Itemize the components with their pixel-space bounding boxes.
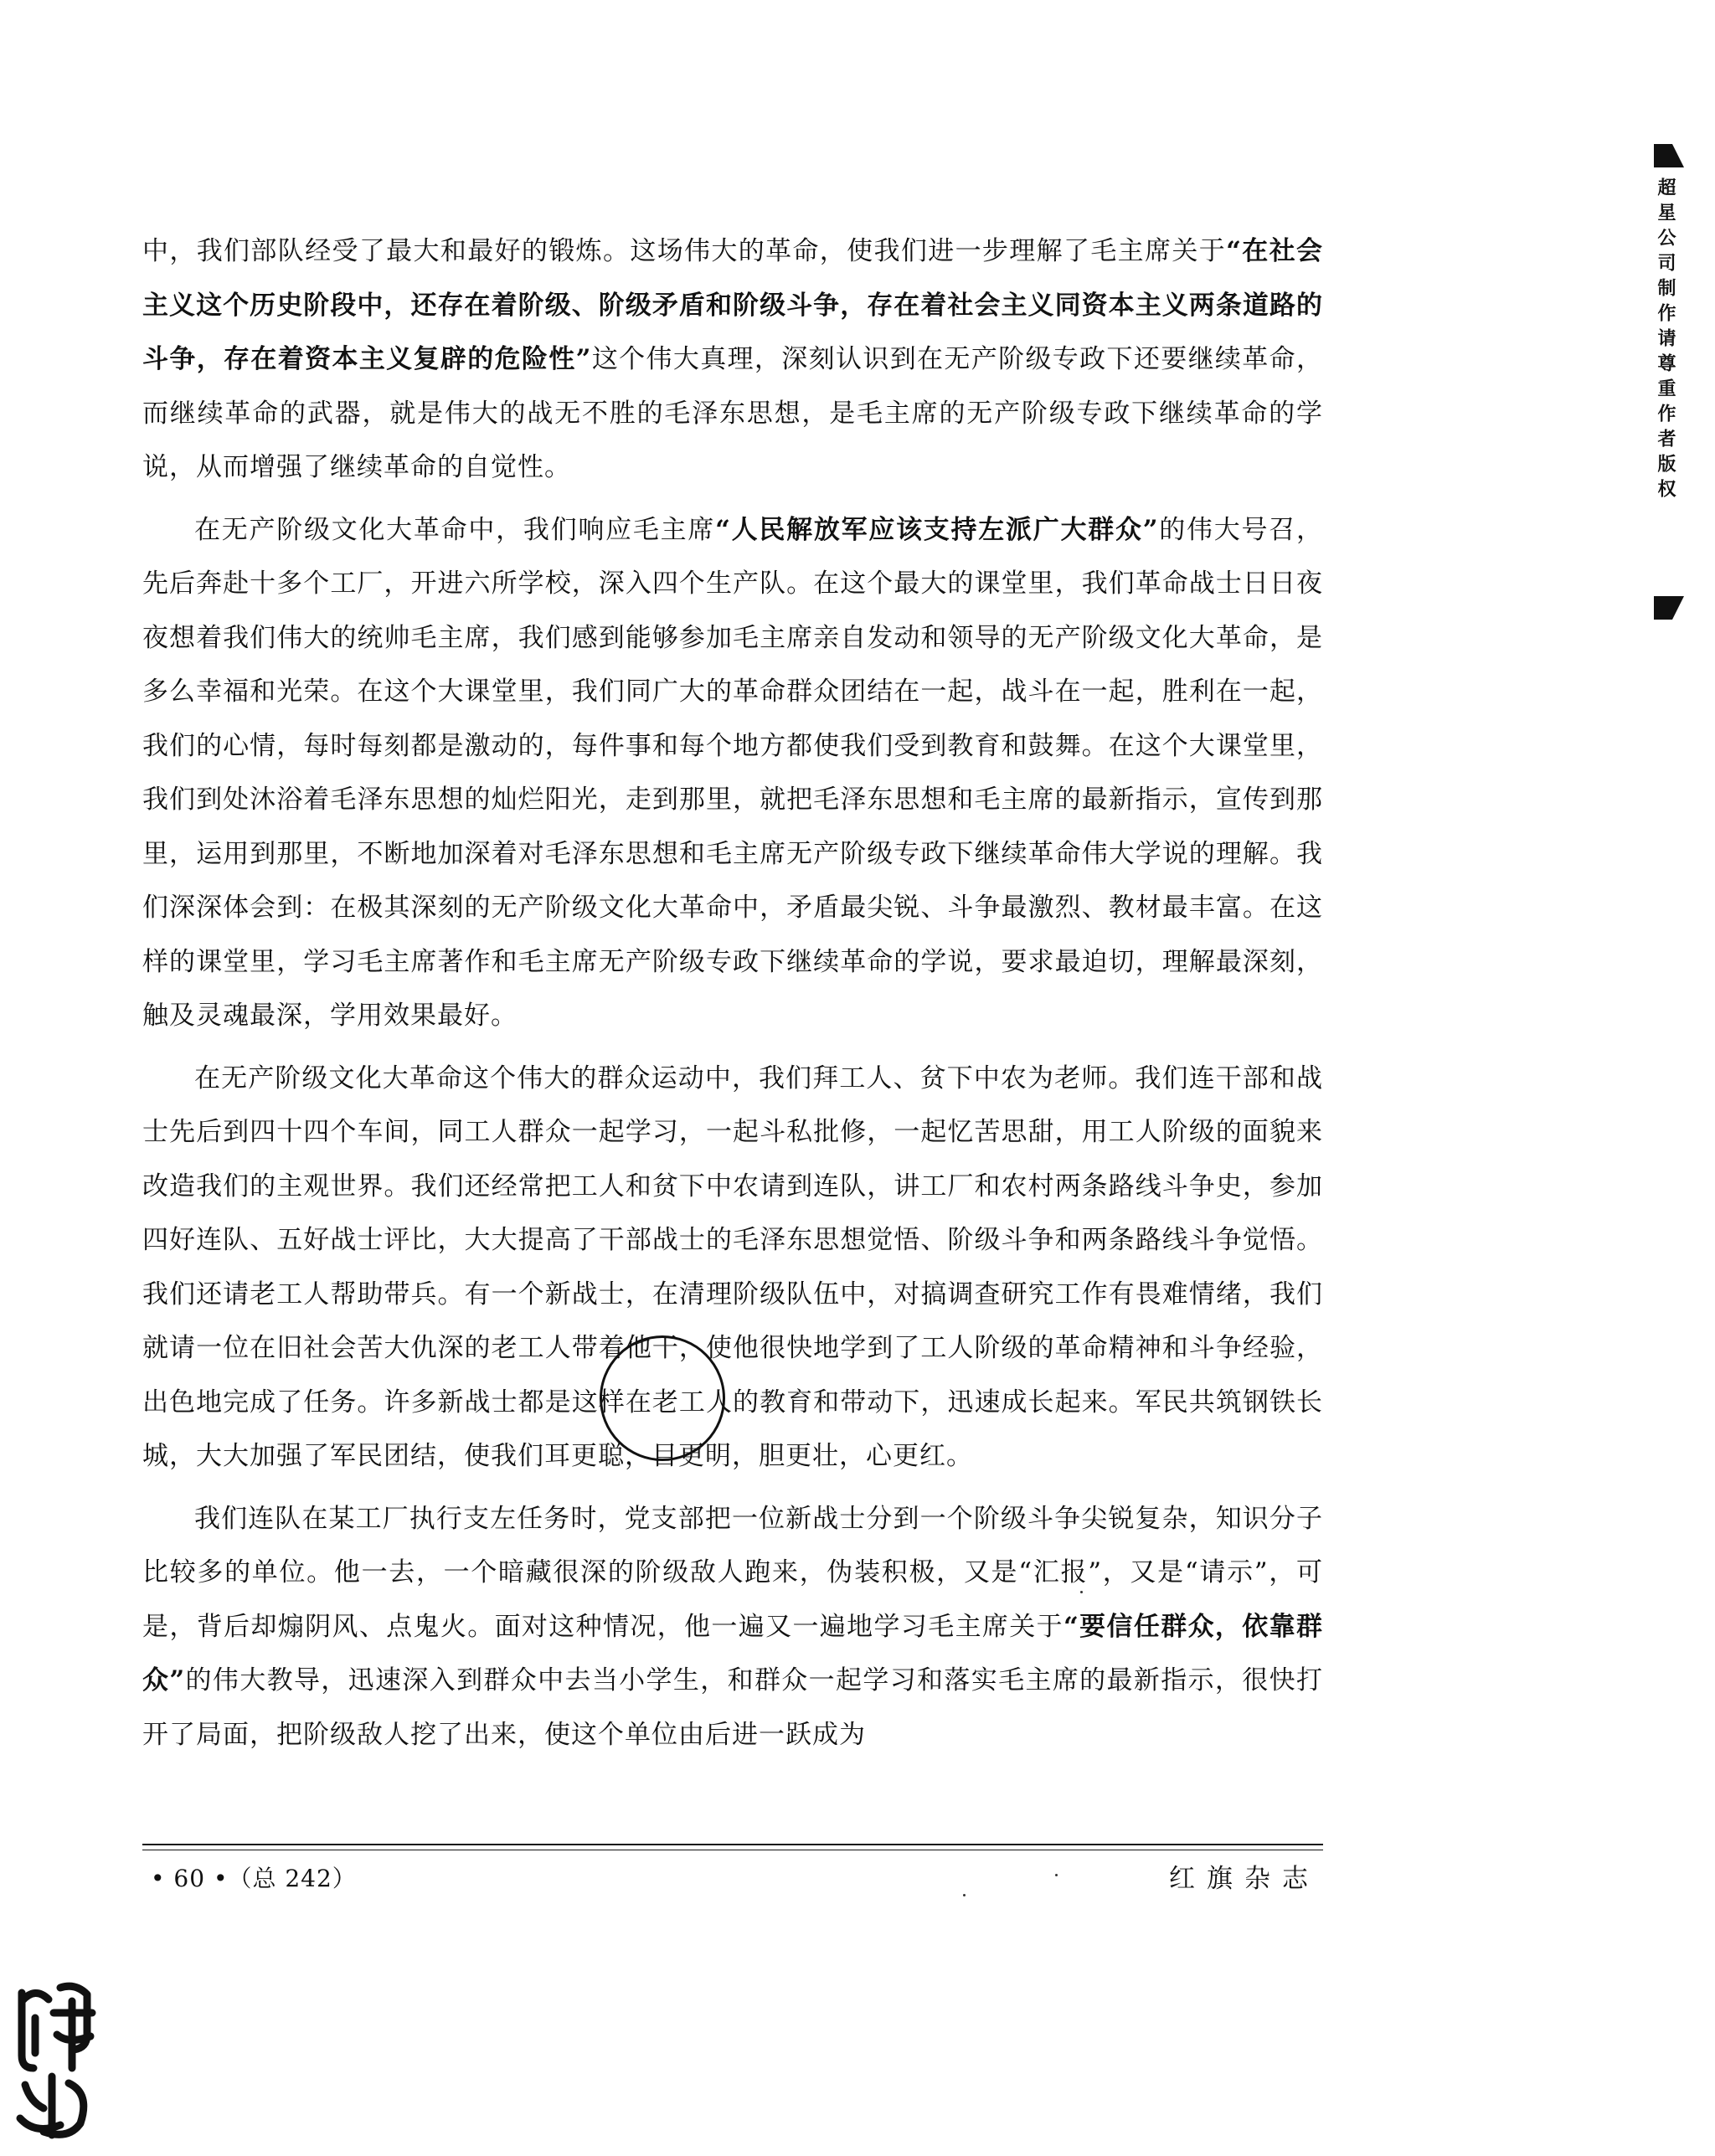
side-notice-text: 超星公司制作请尊重作者版权 bbox=[1655, 178, 1676, 504]
text-run: 我们连队在某工厂执行支左任务时，党支部把一位新战士分到一个阶级斗争尖锐复杂，知识分子比较多的单位。他一去，一个暗藏很深的阶级敌人跑来，伪装积极，又是“汇报”，又是“请示”，可是，背后却煽阴风、点鬼火。面对这种情况，他一遍又一遍地学习毛主席关于 bbox=[142, 1503, 1323, 1642]
text-run: 中，我们部队经受了最大和最好的锻炼。这场伟大的革命，使我们进一步理解了毛主席关于 bbox=[142, 236, 1227, 266]
text-run: 的伟大号召，先后奔赴十多个工厂，开进六所学校，深入四个生产队。在这个最大的课堂里，我们革命战士日日夜夜想着我们伟大的统帅毛主席，我们感到能够参加毛主席亲自发动和领导的无产阶级文化大革命，是多么幸福和光荣。在这个大课堂里，我们同广大的革命群众团结在一起，战斗在一起，胜利在一起，我们的心情，每时每刻都是激动的，每件事和每个地方都使我们受到教育和鼓舞。在这个大课堂里，我们到处沐浴着毛泽东思想的灿烂阳光，走到那里，就把毛泽东思想和毛主席的最新指示，宣传到那里，运用到那里，不断地加深着对毛泽东思想和毛主席无产阶级专政下继续革命伟大学说的理解。我们深深体会到：在极其深刻的无产阶级文化大革命中，矛盾最尖锐、斗争最激烈、教材最丰富。在这样的课堂里，学习毛主席著作和毛主席无产阶级专政下继续革命的学说，要求最迫切，理解最深刻，触及灵魂最深，学用效果最好。 bbox=[142, 514, 1324, 1031]
quoted-emphasis: “在社会主义这个历史阶段中，还存在着阶级、阶级矛盾和阶级斗争，存在着社会主义同资本主义两条道路的斗争，存在着资本主义复辟的危险性” bbox=[142, 236, 1323, 374]
quoted-emphasis: “要信任群众，依靠群众” bbox=[142, 1611, 1323, 1695]
text-run: 在无产阶级文化大革命这个伟大的群众运动中，我们拜工人、贫下中农为老师。我们连干部和战士先后到四十四个车间，同工人群众一起学习，一起斗私批修，一起忆苦思甜，用工人阶级的面貌来改造我们的主观世界。我们还经常把工人和贫下中农请到连队，讲工厂和农村两条路线斗争史，参加四好连队、五好战士评比，大大提高了干部战士的毛泽东思想觉悟、阶级斗争和两条路线斗争觉悟。我们还请老工人帮助带兵。有一个新战士，在清理阶级队伍中，对搞调查研究工作有畏难情绪，我们就请一位在旧社会苦大仇深的老工人带着他干，使他很快地学到了工人阶级的革命精神和斗争经验，出色地完成了任务。许多新战士都是这样在老工人的教育和带动下，迅速成长起来。军民共筑钢铁长城，大大加强了军民团结，使我们耳更聪，目更明，胆更壮，心更红。 bbox=[142, 1063, 1323, 1471]
article-body bbox=[142, 224, 1323, 1770]
circle-stamp-mark bbox=[600, 1335, 725, 1461]
side-marker-bottom bbox=[1654, 596, 1672, 620]
footer-rule bbox=[142, 1844, 1323, 1845]
paragraph bbox=[142, 1052, 1323, 1484]
scan-speck bbox=[1080, 1591, 1083, 1593]
scan-speck bbox=[1055, 1874, 1058, 1876]
side-marker-top bbox=[1654, 144, 1672, 167]
text-run: 这个伟大真理，深刻认识到在无产阶级专政下还要继续革命，而继续革命的武器，就是伟大的战无不胜的毛泽东思想，是毛主席的无产阶级专政下继续革命的学说，从而增强了继续革命的自觉性。 bbox=[142, 344, 1323, 482]
paragraph bbox=[142, 1492, 1323, 1762]
paragraph bbox=[142, 503, 1323, 1043]
quoted-emphasis: “人民解放军应该支持左派广大群众” bbox=[715, 514, 1159, 545]
scan-speck bbox=[963, 1894, 966, 1896]
text-run: 在无产阶级文化大革命中，我们响应毛主席 bbox=[194, 514, 716, 545]
journal-name: 红旗杂志 bbox=[1169, 1864, 1320, 1894]
page-number: • 60 •（总 242） bbox=[151, 1865, 357, 1892]
library-seal-icon bbox=[10, 1976, 100, 2143]
copyright-side-notice bbox=[1654, 144, 1687, 630]
text-run: 的伟大教导，迅速深入到群众中去当小学生，和群众一起学习和落实毛主席的最新指示，很快打开了局面，把阶级敌人挖了出来，使这个单位由后进一跃成为 bbox=[142, 1665, 1323, 1750]
paragraph bbox=[142, 224, 1323, 495]
